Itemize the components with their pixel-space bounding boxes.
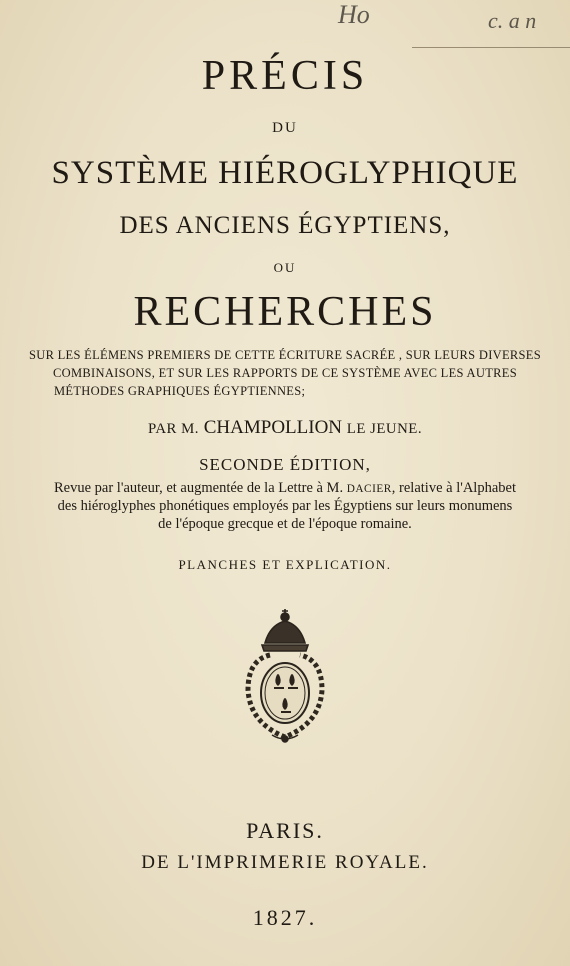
revision-line-1 — [0, 480, 570, 497]
handwritten-mark-right: c. a n — [488, 8, 537, 33]
title-anciens: DES ANCIENS ÉGYPTIENS, — [119, 212, 451, 239]
revision-line-1-b: , relative à l'Alphabet — [391, 480, 516, 496]
dacier-name: DACIER — [346, 483, 392, 495]
edition-line: SECONDE ÉDITION, — [199, 455, 371, 474]
author-line — [0, 417, 570, 439]
title-recherches: RECHERCHES — [133, 289, 437, 335]
subtitle-line-2: COMBINAISONS, ET SUR LES RAPPORTS DE CE SYSTÈME AVEC LES AUTRES — [53, 366, 517, 380]
planches-line: PLANCHES ET EXPLICATION. — [178, 557, 392, 572]
imprint-city: PARIS. — [246, 818, 324, 843]
main-title: PRÉCIS — [201, 53, 369, 99]
revision-line-1-a: Revue par l'auteur, et augmentée de la Lettre à M. — [54, 480, 344, 496]
author-prefix: PAR M. — [147, 421, 199, 437]
title-systeme: SYSTÈME HIÉROGLYPHIQUE — [51, 155, 519, 191]
pencil-line — [412, 47, 570, 48]
title-ou: OU — [273, 260, 297, 275]
handwritten-mark-left: Ho — [338, 0, 370, 29]
royal-arms-fleur-de-lis-icon — [210, 605, 360, 745]
imprint-printer: DE L'IMPRIMERIE ROYALE. — [141, 852, 429, 873]
subtitle-line-3: MÉTHODES GRAPHIQUES ÉGYPTIENNES; — [54, 384, 306, 398]
author-suffix: LE JEUNE. — [346, 421, 423, 437]
author-name: CHAMPOLLION — [203, 417, 343, 438]
subtitle-line-1: SUR LES ÉLÉMENS PREMIERS DE CETTE ÉCRITURE SACRÉE , SUR LEURS DIVERSES — [28, 348, 541, 362]
revision-line-3: de l'époque grecque et de l'époque romaine. — [158, 516, 412, 532]
revision-line-2: des hiéroglyphes phonétiques employés par les Égyptiens sur leurs monumens — [57, 498, 513, 514]
title-du: DU — [272, 120, 298, 136]
imprint-year: 1827. — [252, 905, 318, 930]
